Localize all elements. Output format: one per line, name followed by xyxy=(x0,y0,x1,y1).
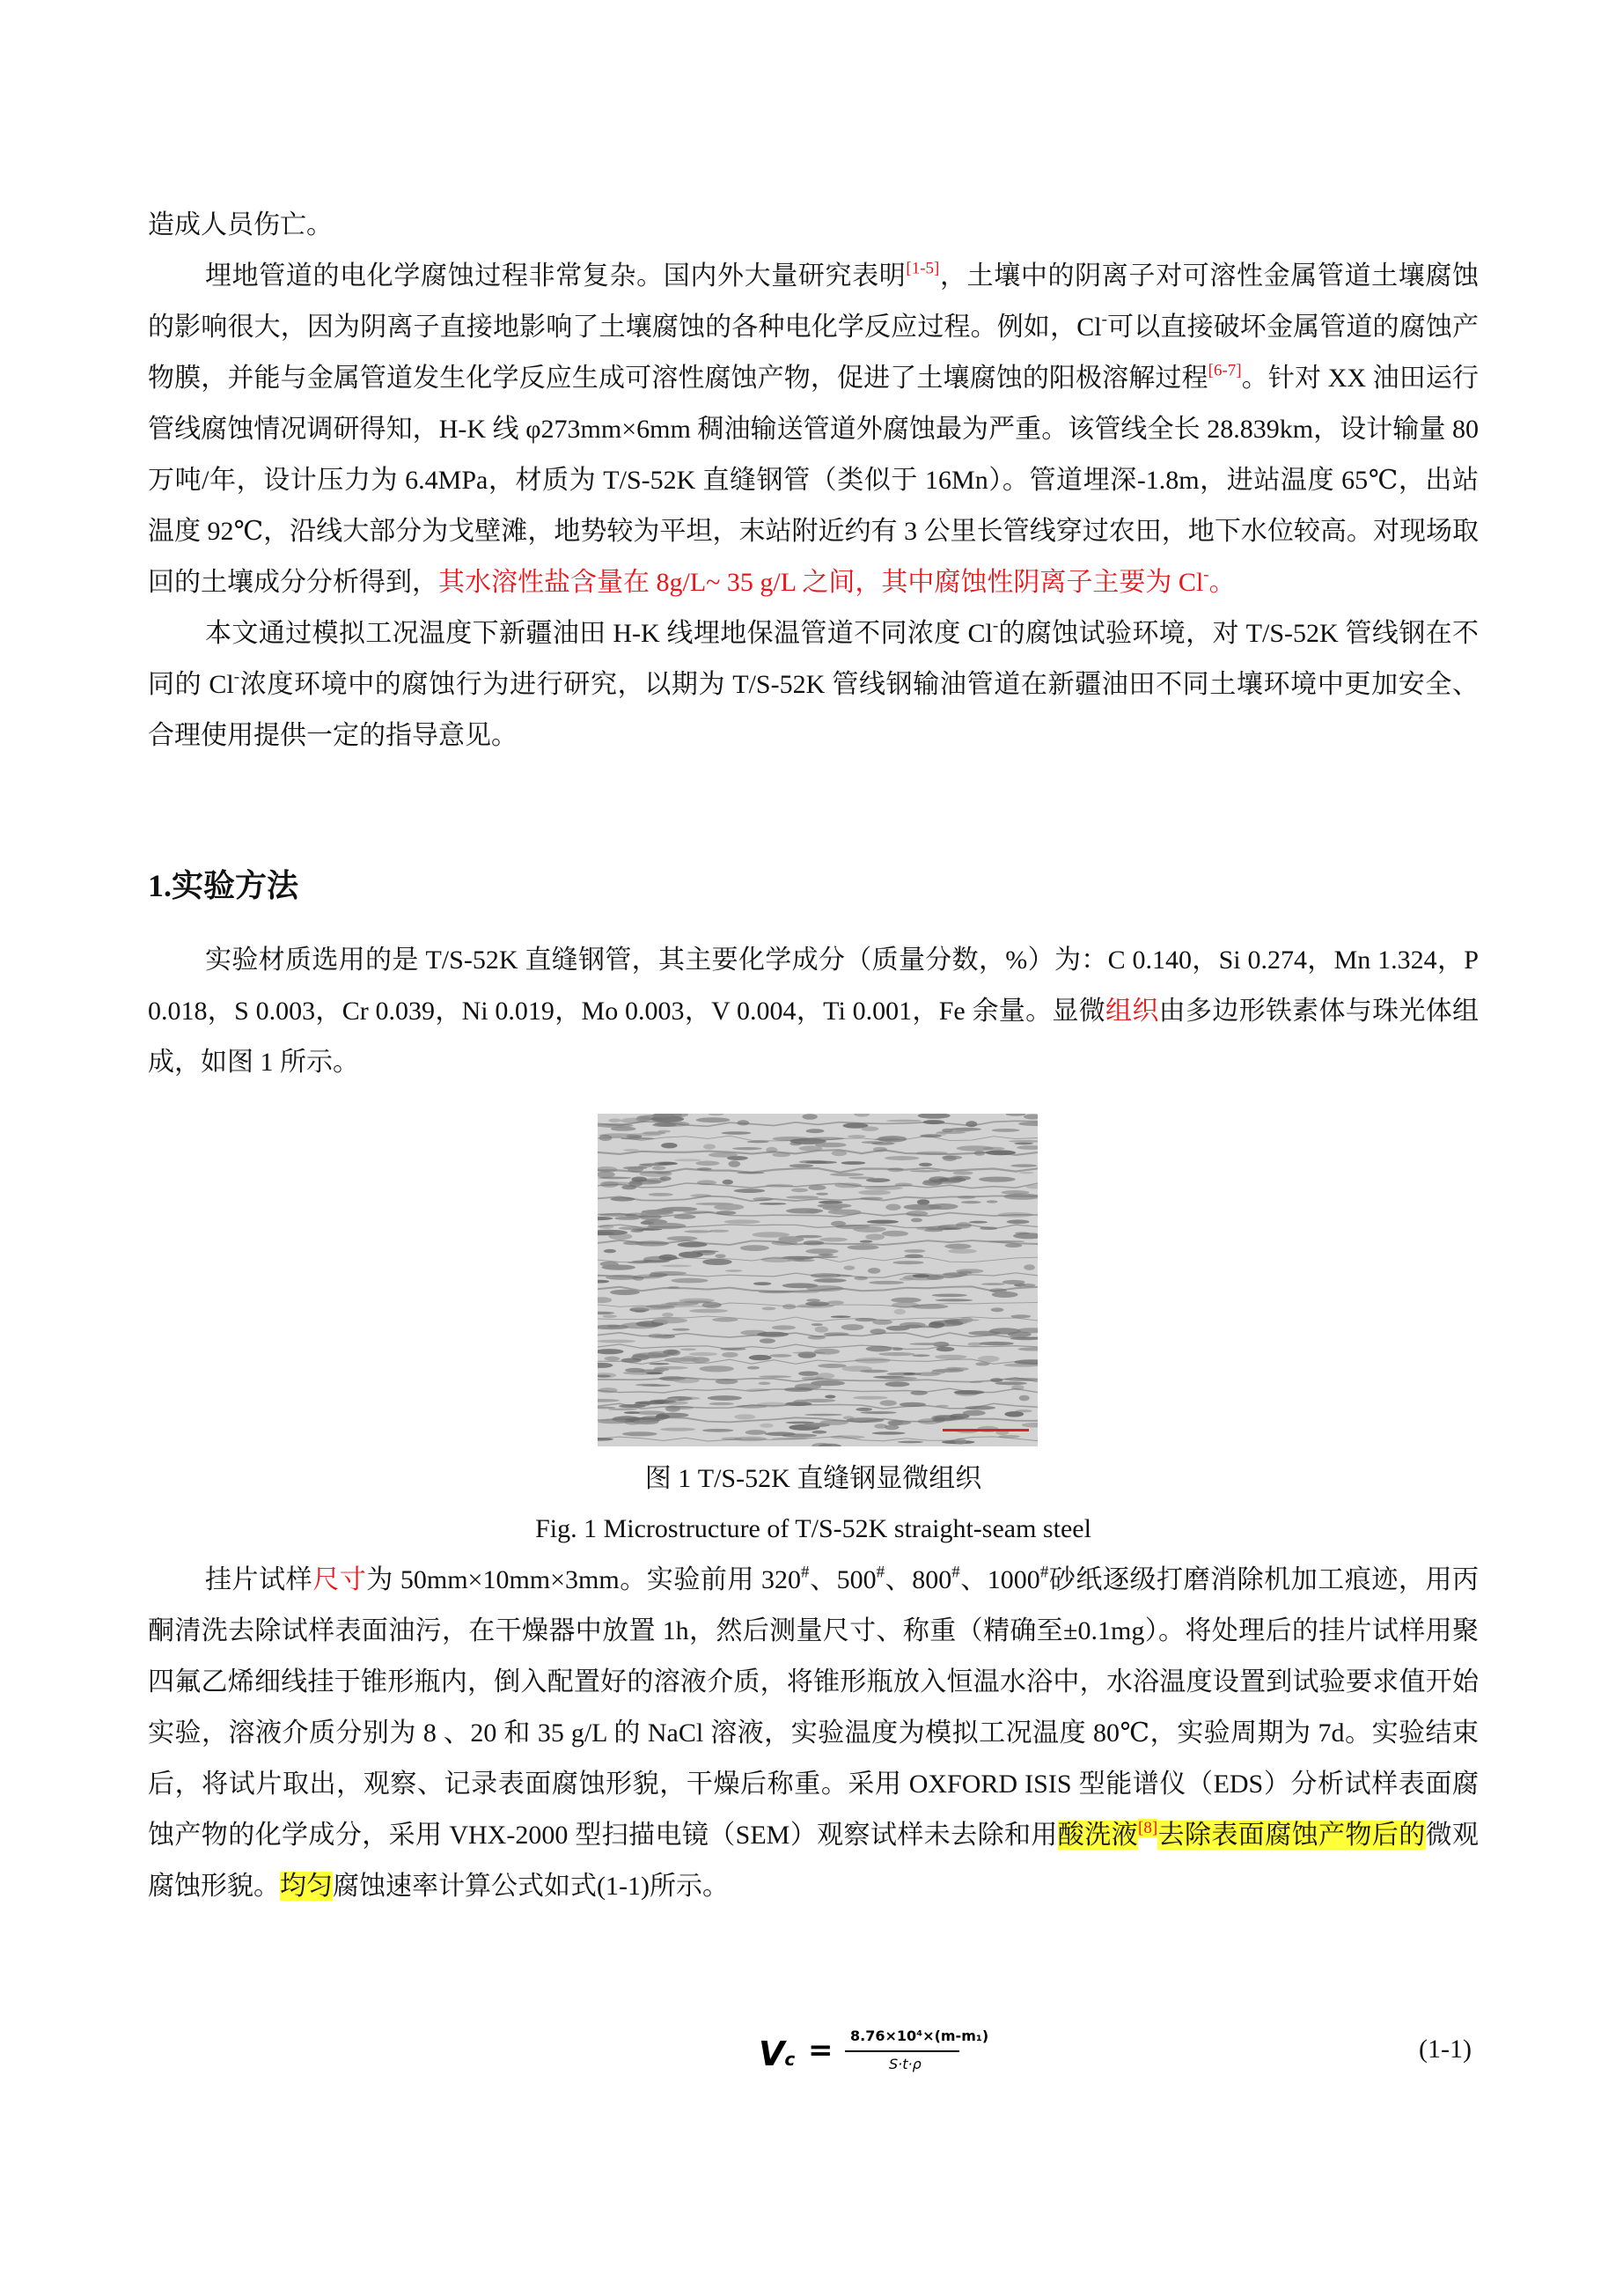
highlight-uniform: 均匀 xyxy=(280,1872,333,1901)
equation-number: (1-1) xyxy=(1419,2035,1472,2064)
paragraph-continuation: 造成人员伤亡。 xyxy=(148,210,333,239)
citation-1-5[interactable]: [1-5] xyxy=(906,259,940,278)
citation-8[interactable]: [8] xyxy=(1138,1818,1158,1837)
formula-numerator: 8.76×10⁴×(m-m₁) xyxy=(850,2027,989,2044)
section-heading: 1.实验方法 xyxy=(148,868,299,903)
formula-equals: = xyxy=(808,2033,834,2068)
microstructure-image xyxy=(598,1114,1038,1446)
body-text-procedure xyxy=(148,1555,1479,1912)
figure-caption-en: Fig. 1 Microstructure of T/S-52K straight-seam steel xyxy=(535,1514,1091,1543)
scale-bar xyxy=(943,1429,1029,1431)
highlight-removal: 去除表面腐蚀产物后的 xyxy=(1157,1821,1426,1850)
red-highlighted-text: 其水溶性盐含量在 8g/L~ 35 g/L 之间，其中腐蚀性阴离子主要为 Cl xyxy=(438,568,1204,597)
paragraph-research-aim: 本文通过模拟工况温度下新疆油田 H-K 线埋地保温管道不同浓度 Cl-的腐蚀试验环境，对 T/S-52K 管线钢在不同的 Cl-浓度环境中的腐蚀行为进行研究，以期为 T/S-52K 管线钢输油管道在新疆油田不同土壤环境中更加安全、合理使用提供一定的指导意见。 xyxy=(148,616,1480,750)
paragraph-materials: 实验材质选用的是 T/S-52K 直缝钢管，其主要化学成分（质量分数，%）为：C 0.140，Si 0.274，Mn 1.324，P 0.018，S 0.003，Cr 0.039，Ni 0.019，Mo 0.003，V 0.004，Ti 0.001，Fe 余量。显微组织由多边形铁素体与珠光体组成，如图 1 所示。 xyxy=(148,946,1480,1077)
formula-denominator: S·t·ρ xyxy=(889,2056,922,2072)
figure-caption-cn: 图 1 T/S-52K 直缝钢显微组织 xyxy=(644,1464,982,1493)
citation-6-7[interactable]: [6-7] xyxy=(1208,361,1242,380)
highlight-pickling: 酸洗液 xyxy=(1057,1821,1139,1850)
fraction-bar xyxy=(845,2050,959,2052)
microstructure-texture xyxy=(598,1114,1038,1446)
corrosion-rate-formula xyxy=(759,2027,989,2082)
body-text-materials xyxy=(148,935,1479,1088)
body-text-upper xyxy=(148,200,1479,762)
paragraph-procedure: 挂片试样尺寸为 50mm×10mm×3mm。实验前用 320#、500#、800#、1000#砂纸逐级打磨消除机加工痕迹，用丙酮清洗去除试样表面油污，在干燥器中放置 1h，然后测量尺寸、称重（精确至±0.1mg）。将处理后的挂片试样用聚四氟乙烯细线挂于锥形瓶内，倒入配置好的溶液介质，将锥形瓶放入恒温水浴中，水浴温度设置到试验要求值开始实验，溶液介质分别为 8 、20 和 35 g/L 的 NaCl 溶液，实验温度为模拟工况温度 80℃，实验周期为 7d。实验结束后，将试片取出，观察、记录表面腐蚀形貌，干燥后称重。采用 OXFORD ISIS 型能谱仪（EDS）分析试样表面腐蚀产物的化学成分，采用 VHX-2000 型扫描电镜（SEM）观察试样未去除和用酸洗液[8]去除表面腐蚀产物后的微观腐蚀形貌。均匀腐蚀速率计算公式如式(1-1)所示。 xyxy=(148,1563,1480,1901)
formula-lhs: Vc xyxy=(759,2035,796,2073)
paragraph-anion-corrosion: 埋地管道的电化学腐蚀过程非常复杂。国内外大量研究表明[1-5]，土壤中的阴离子对可溶性金属管道土壤腐蚀的影响很大，因为阴离子直接地影响了土壤腐蚀的各种电化学反应过程。例如，Cl-可以直接破坏金属管道的腐蚀产物膜，并能与金属管道发生化学反应生成可溶性腐蚀产物，促进了土壤腐蚀的阳极溶解过程[6-7]。针对 XX 油田运行管线腐蚀情况调研得知，H-K 线 φ273mm×6mm 稠油输送管道外腐蚀最为严重。该管线全长 28.839km，设计输量 80 万吨/年，设计压力为 6.4MPa，材质为 T/S-52K 直缝钢管（类似于 16Mn）。管道埋深-1.8m，进站温度 65℃，出站温度 92℃，沿线大部分为戈壁滩，地势较为平坦，末站附近约有 3 公里长管线穿过农田，地下水位较高。对现场取回的土壤成分分析得到，其水溶性盐含量在 8g/L~ 35 g/L 之间，其中腐蚀性阴离子主要为 Cl-。 xyxy=(148,259,1480,597)
